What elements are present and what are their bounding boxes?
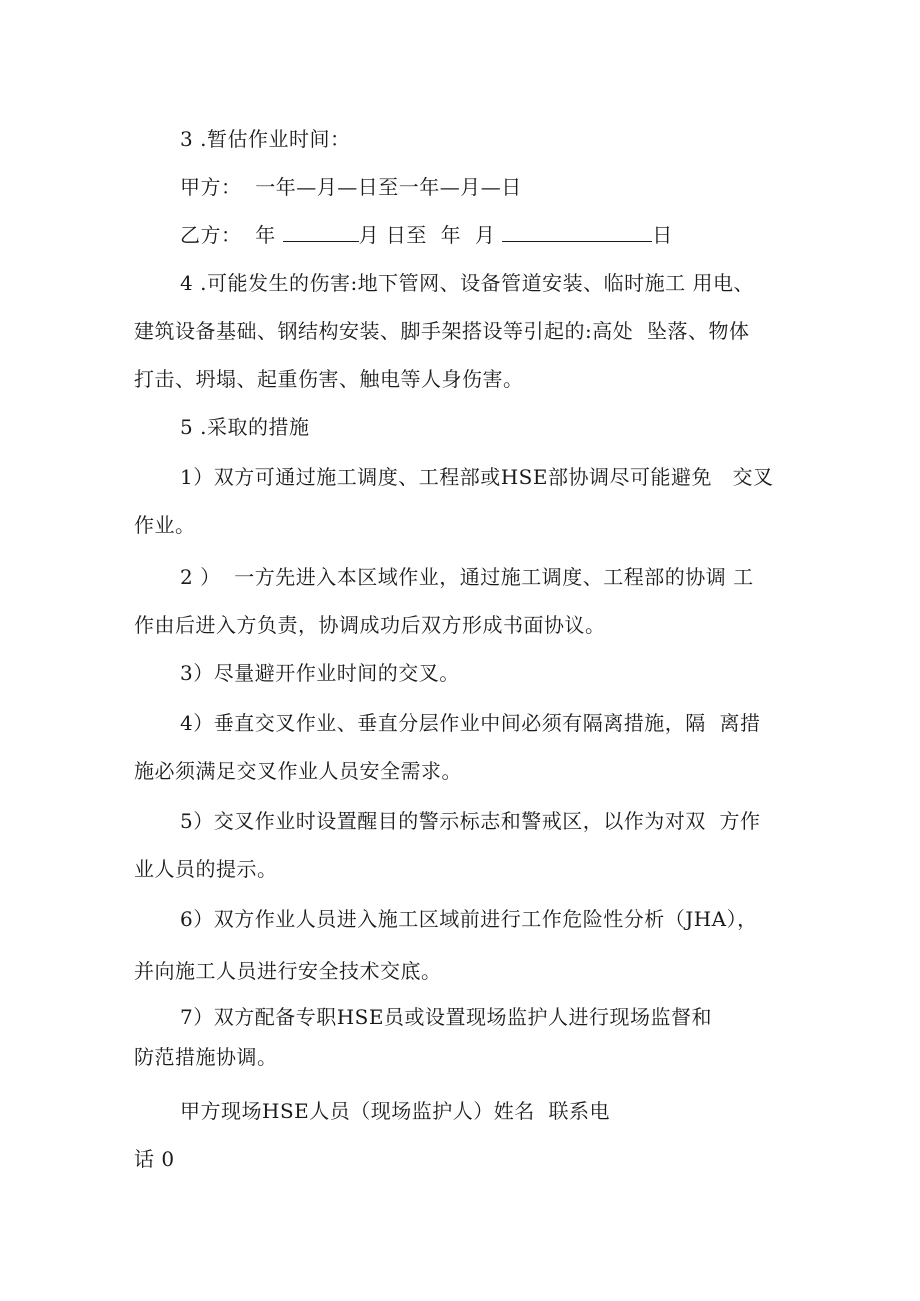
blank-line bbox=[502, 223, 652, 242]
measure6-line2: 并向施工人员进行安全技术交底。 bbox=[134, 959, 442, 983]
measure1-line2: 作业。 bbox=[134, 513, 196, 537]
measure7-line2: 防范措施协调。 bbox=[134, 1045, 278, 1069]
measure4-line2: 施必须满足交叉作业人员安全需求。 bbox=[134, 759, 462, 783]
party-b-prefix: 乙方： 年 bbox=[180, 223, 283, 247]
party-b-mid: 月 日至 年 月 bbox=[358, 223, 503, 247]
measure6-line1: 6）双方作业人员进入施工区域前进行工作危险性分析（JHA）， bbox=[180, 907, 758, 931]
contact-line2: 话 0 bbox=[134, 1147, 175, 1171]
measure2-line2: 作由后进入方负责，协调成功后双方形成书面协议。 bbox=[134, 613, 606, 637]
measure3-line1: 3）尽量避开作业时间的交叉。 bbox=[180, 661, 460, 685]
item4-line1: 4 .可能发生的伤害:地下管网、设备管道安装、临时施工 用电、 bbox=[180, 271, 755, 295]
item5-heading: 5 .采取的措施 bbox=[180, 415, 310, 439]
party-a-period: 甲方： 一年—月—日至一年—月—日 bbox=[180, 175, 522, 199]
item4-line2: 建筑设备基础、钢结构安装、脚手架搭设等引起的:高处 坠落、物体 bbox=[134, 319, 750, 343]
item3-heading: 3 .暂估作业时间： bbox=[180, 127, 351, 151]
measure1-line1: 1）双方可通过施工调度、工程部或HSE部协调尽可能避免 交叉 bbox=[180, 465, 774, 489]
blank-line bbox=[283, 223, 359, 242]
measure2-line1: 2 ） 一方先进入本区域作业，通过施工调度、工程部的协调 工 bbox=[180, 565, 754, 589]
measure7-line1: 7）双方配备专职HSE员或设置现场监护人进行现场监督和 bbox=[180, 1005, 712, 1029]
measure5-line2: 业人员的提示。 bbox=[134, 857, 278, 881]
party-b-suffix: 日 bbox=[652, 223, 673, 247]
measure5-line1: 5）交叉作业时设置醒目的警示标志和警戒区，以作为对双 方作 bbox=[180, 809, 761, 833]
measure4-line1: 4）垂直交叉作业、垂直分层作业中间必须有隔离措施，隔 离措 bbox=[180, 711, 761, 735]
contact-line1: 甲方现场HSE人员（现场监护人）姓名 联系电 bbox=[180, 1099, 610, 1123]
party-b-period bbox=[180, 222, 673, 248]
item4-line3: 打击、坍塌、起重伤害、触电等人身伤害。 bbox=[134, 367, 524, 391]
